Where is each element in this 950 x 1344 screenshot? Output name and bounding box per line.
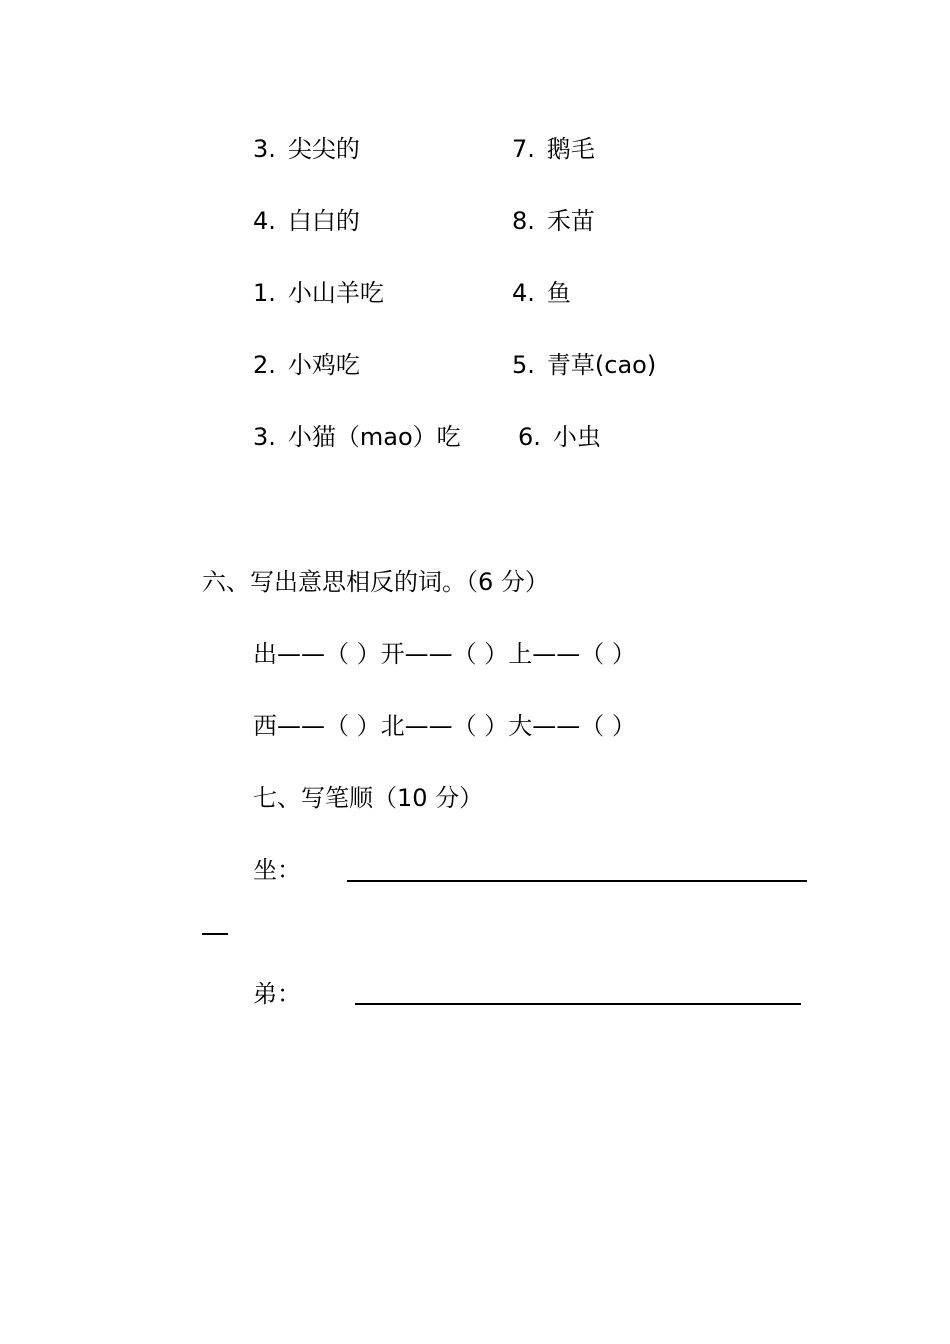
- section-6-title: 六、写出意思相反的词。（6 分）: [202, 568, 549, 596]
- item-left-3-cat: 3. 小猫（mao）吃: [253, 423, 461, 451]
- item-left-1-goat: 1. 小山羊吃: [253, 279, 384, 307]
- item-right-6-bug: 6. 小虫: [518, 423, 601, 451]
- item-right-5-grass: 5. 青草(cao): [512, 351, 657, 379]
- item-left-2-chick: 2. 小鸡吃: [253, 351, 360, 379]
- answer-line-zuo[interactable]: [347, 880, 807, 882]
- item-left-3-jianjiande: 3. 尖尖的: [253, 135, 360, 163]
- item-right-8-hemiao: 8. 禾苗: [512, 207, 595, 235]
- stroke-label-di: 弟：: [253, 980, 301, 1008]
- item-right-7-emao: 7. 鹅毛: [512, 135, 595, 163]
- stroke-label-zuo: 坐：: [253, 856, 301, 884]
- item-left-4-baibaide: 4. 白白的: [253, 207, 360, 235]
- item-right-4-fish: 4. 鱼: [512, 279, 571, 307]
- answer-line-zuo-continued[interactable]: [202, 933, 228, 935]
- section-7-title: 七、写笔顺（10 分）: [253, 784, 484, 812]
- antonym-row-2: 西——（ ）北——（ ）大——（ ）: [253, 712, 636, 740]
- antonym-row-1: 出——（ ）开——（ ）上——（ ）: [253, 640, 636, 668]
- answer-line-di[interactable]: [355, 1003, 801, 1005]
